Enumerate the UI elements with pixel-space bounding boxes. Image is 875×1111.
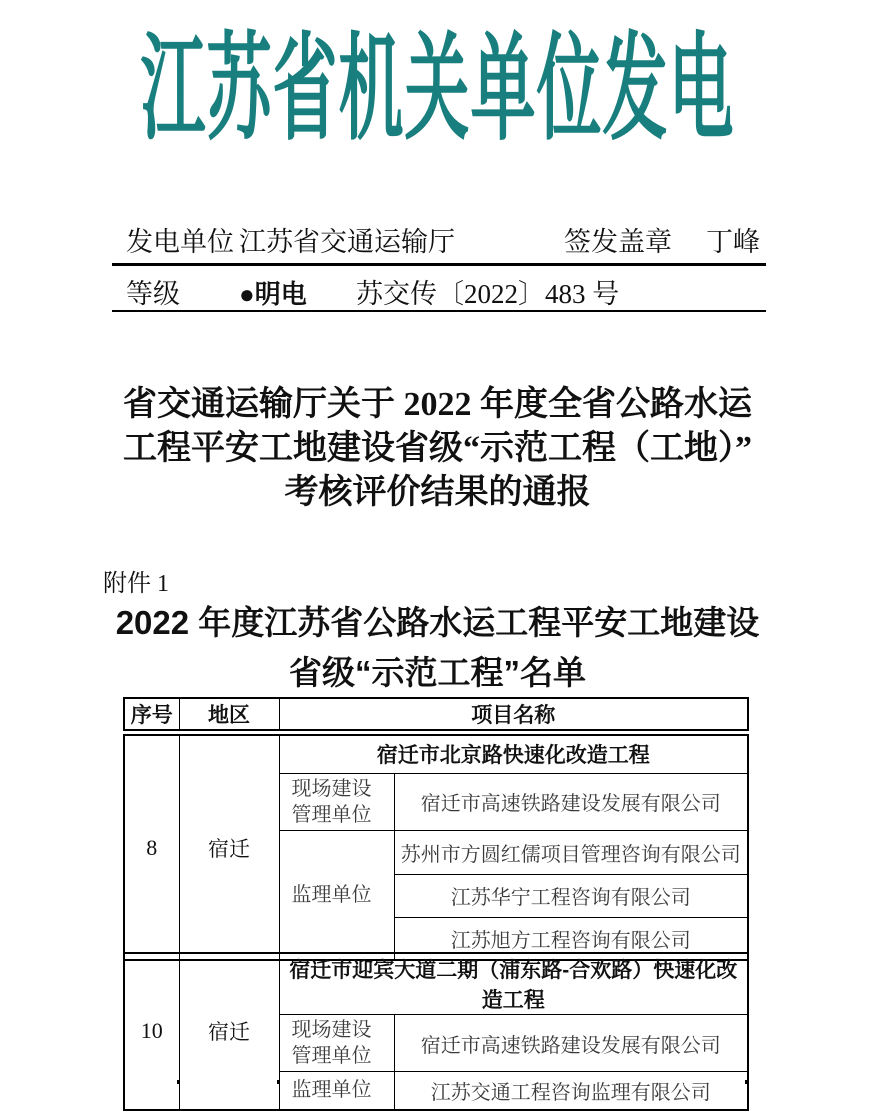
divider-thick [112,263,766,266]
column-header-no: 序号 [124,698,179,730]
document-number: 苏交传〔2022〕483 号 [356,279,620,309]
label-level: 等级 [126,279,180,309]
label-sign-seal: 签发盖章 [564,227,672,257]
cell-role-site-management: 现场建设管理单位 [279,1015,394,1072]
masthead [0,26,875,156]
table-header [123,697,749,731]
masthead-title: 江苏省机关单位发电 [140,26,735,156]
dispatch-unit-value: 江苏省交通运输厅 [239,227,455,257]
document-title-line2: 工程平安工地建设省级“示范工程（工地）” [123,430,752,467]
table-title [0,598,875,698]
cell-role-supervision: 监理单位 [279,830,394,960]
table-block-8 [123,734,749,961]
cell-region: 宿迁 [179,735,279,960]
cell-project-name: 宿迁市迎宾大道二期（浦东路-合欢路）快速化改造工程 [279,953,748,1015]
table-block-10 [123,952,749,1111]
table-title-line1: 2022 年度江苏省公路水运工程平安工地建设 [115,604,760,641]
document-title-line3: 考核评价结果的通报 [284,474,591,511]
column-header-project-name: 项目名称 [279,698,748,730]
label-dispatch-unit: 发电单位 [126,227,234,257]
cell-serial-number: 10 [124,953,179,1110]
next-block-border-fragment [277,1080,279,1084]
next-block-border-fragment [745,1080,747,1084]
cell-company: 江苏旭方工程咨询有限公司 [394,917,748,960]
next-block-border-fragment [177,1080,179,1084]
column-header-region: 地区 [179,698,279,730]
divider-thin [112,310,766,312]
cell-company: 宿迁市高速铁路建设发展有限公司 [394,773,748,830]
document-title-line1: 省交通运输厅关于 2022 年度全省公路水运 [123,386,752,423]
level-value: ●明电 [239,279,307,309]
document-title [0,383,875,515]
cell-company: 宿迁市高速铁路建设发展有限公司 [394,1015,748,1072]
attachment-label: 附件 1 [103,571,169,597]
signer-name: 丁峰 [706,227,760,257]
cell-role-supervision: 监理单位 [279,1072,394,1110]
cell-company: 江苏交通工程咨询监理有限公司 [394,1072,748,1110]
cell-serial-number: 8 [124,735,179,960]
cell-role-site-management: 现场建设管理单位 [279,773,394,830]
cell-project-name: 宿迁市北京路快速化改造工程 [279,735,748,773]
cell-company: 江苏华宁工程咨询有限公司 [394,874,748,917]
cell-region: 宿迁 [179,953,279,1110]
next-block-border-fragment [123,1080,125,1084]
table-title-line2: 省级“示范工程”名单 [289,654,586,691]
cell-company: 苏州市方圆红儒项目管理咨询有限公司 [394,830,748,874]
